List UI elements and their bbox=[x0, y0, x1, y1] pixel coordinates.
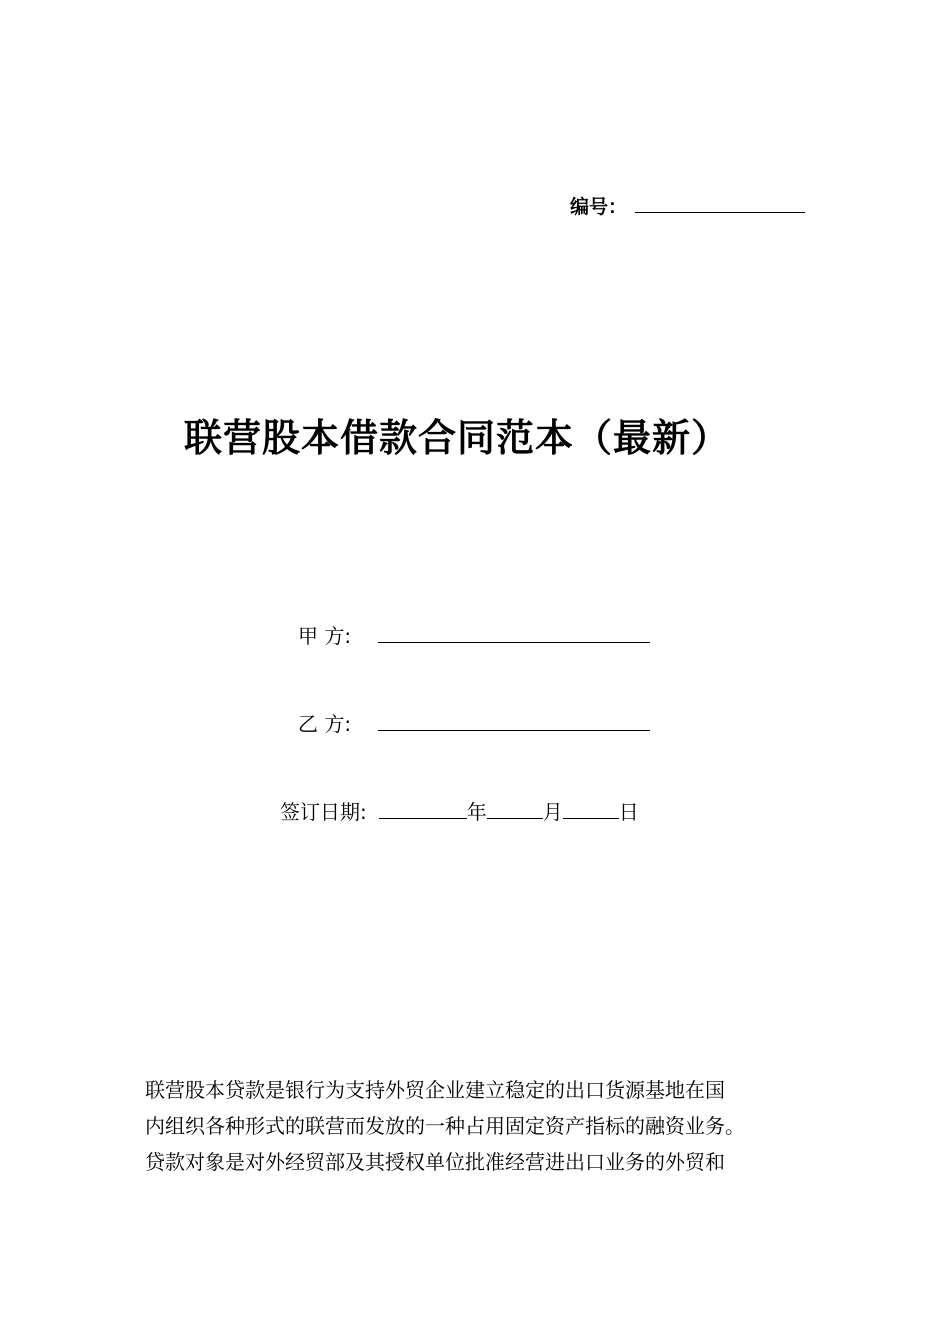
contract-number-blank bbox=[635, 190, 805, 213]
body-paragraph bbox=[145, 1072, 835, 1180]
signing-date-label: 签订日期: bbox=[280, 800, 367, 824]
signing-date-row bbox=[280, 796, 639, 827]
signing-month-unit: 月 bbox=[542, 800, 563, 824]
body-line: 联营股本贷款是银行为支持外贸企业建立稳定的出口货源基地在国 bbox=[145, 1078, 725, 1102]
body-line: 贷款对象是对外经贸部及其授权单位批准经营进出口业务的外贸和 bbox=[145, 1150, 725, 1174]
party-a-blank bbox=[378, 620, 650, 643]
body-line: 内组织各种形式的联营而发放的一种占用固定资产指标的融资业务。 bbox=[145, 1114, 745, 1138]
party-a-label: 甲 方: bbox=[298, 624, 352, 648]
contract-number-label: 编号： bbox=[570, 196, 628, 218]
document-title: 联营股本借款合同范本（最新） bbox=[184, 416, 731, 460]
signing-day-unit: 日 bbox=[618, 800, 639, 824]
signing-year-blank bbox=[379, 796, 467, 819]
signing-year-unit: 年 bbox=[466, 800, 487, 824]
party-b-blank bbox=[378, 708, 650, 731]
party-a-row bbox=[298, 620, 650, 651]
contract-number-line bbox=[570, 190, 805, 221]
signing-month-blank bbox=[487, 796, 543, 819]
party-b-row bbox=[298, 708, 650, 739]
signing-day-blank bbox=[563, 796, 619, 819]
party-b-label: 乙 方: bbox=[298, 712, 352, 736]
